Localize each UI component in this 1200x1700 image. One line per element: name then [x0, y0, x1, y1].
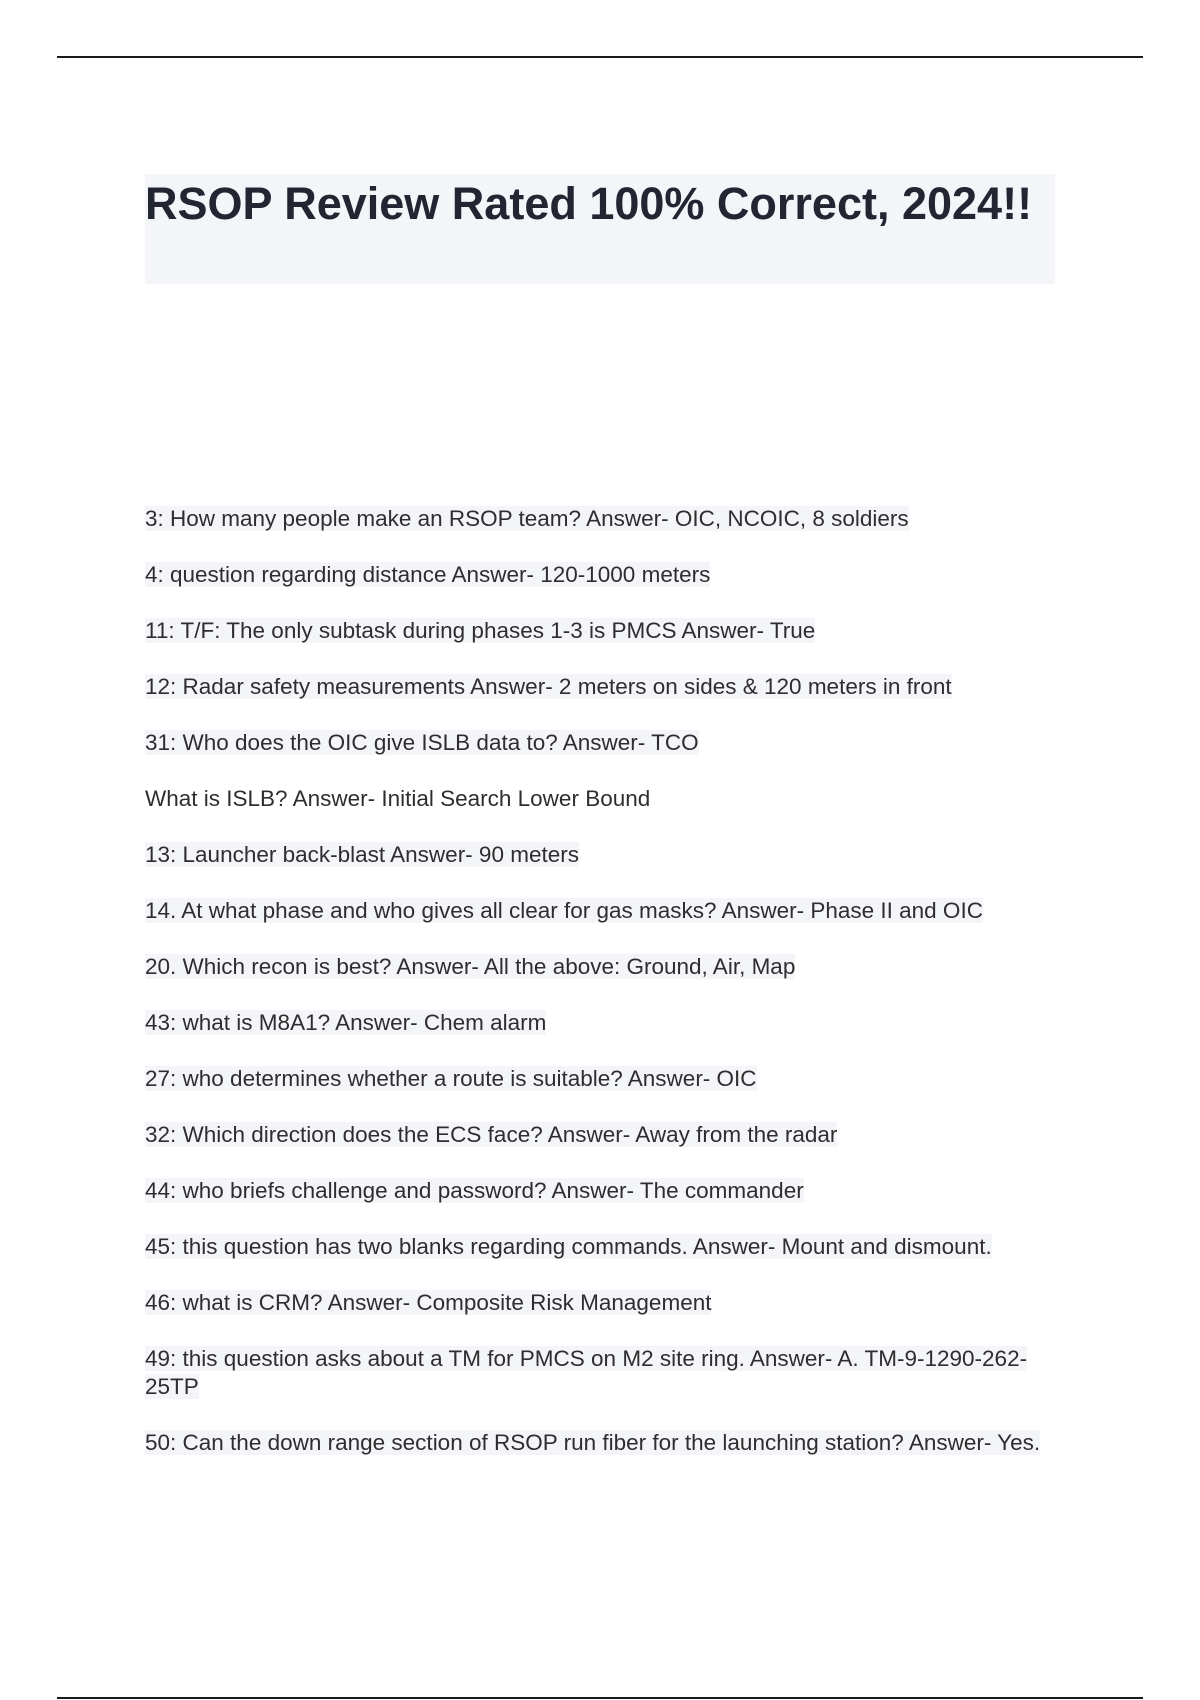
qa-item: [145, 729, 1045, 757]
qa-text: 46: what is CRM? Answer- Composite Risk Management: [145, 1290, 712, 1315]
qa-item: [145, 953, 1045, 981]
qa-text: 50: Can the down range section of RSOP run fiber for the launching station? Answer- Yes.: [145, 1430, 1041, 1455]
qa-text: 32: Which direction does the ECS face? Answer- Away from the radar: [145, 1122, 838, 1147]
qa-item: [145, 561, 1045, 589]
qa-text: 43: what is M8A1? Answer- Chem alarm: [145, 1010, 547, 1035]
qa-text: 12: Radar safety measurements Answer- 2 meters on sides & 120 meters in front: [145, 674, 952, 699]
qa-item: [145, 617, 1045, 645]
header-rule: [57, 56, 1143, 58]
qa-text: 45: this question has two blanks regarding commands. Answer- Mount and dismount.: [145, 1234, 992, 1259]
qa-text: 20. Which recon is best? Answer- All the above: Ground, Air, Map: [145, 954, 796, 979]
qa-item: [145, 1121, 1045, 1149]
qa-text: 27: who determines whether a route is suitable? Answer- OIC: [145, 1066, 757, 1091]
qa-item: [145, 505, 1045, 533]
qa-text: 11: T/F: The only subtask during phases 1-3 is PMCS Answer- True: [145, 618, 816, 643]
qa-item: [145, 841, 1045, 869]
qa-item: [145, 1345, 1045, 1401]
page-title: RSOP Review Rated 100% Correct, 2024!!: [145, 178, 1033, 229]
qa-text: 44: who briefs challenge and password? Answer- The commander: [145, 1178, 804, 1203]
qa-text: 31: Who does the OIC give ISLB data to? Answer- TCO: [145, 730, 699, 755]
qa-item: [145, 785, 1045, 813]
qa-text: 14. At what phase and who gives all clear for gas masks? Answer- Phase II and OIC: [145, 898, 983, 923]
qa-text: 13: Launcher back-blast Answer- 90 meters: [145, 842, 579, 867]
qa-text: 4: question regarding distance Answer- 120-1000 meters: [145, 562, 711, 587]
qa-item: [145, 1177, 1045, 1205]
qa-text: 49: this question asks about a TM for PMCS on M2 site ring. Answer- A. TM-9-1290-262-25TP: [145, 1346, 1028, 1399]
qa-item: [145, 1233, 1045, 1261]
qa-list: [145, 505, 1045, 1485]
qa-item: [145, 673, 1045, 701]
qa-item: [145, 1429, 1045, 1457]
qa-text: 3: How many people make an RSOP team? Answer- OIC, NCOIC, 8 soldiers: [145, 506, 909, 531]
qa-item: [145, 1289, 1045, 1317]
qa-text: What is ISLB? Answer- Initial Search Lower Bound: [145, 786, 651, 811]
footer-rule: [57, 1697, 1143, 1699]
qa-item: [145, 897, 1045, 925]
qa-item: [145, 1009, 1045, 1037]
qa-item: [145, 1065, 1045, 1093]
